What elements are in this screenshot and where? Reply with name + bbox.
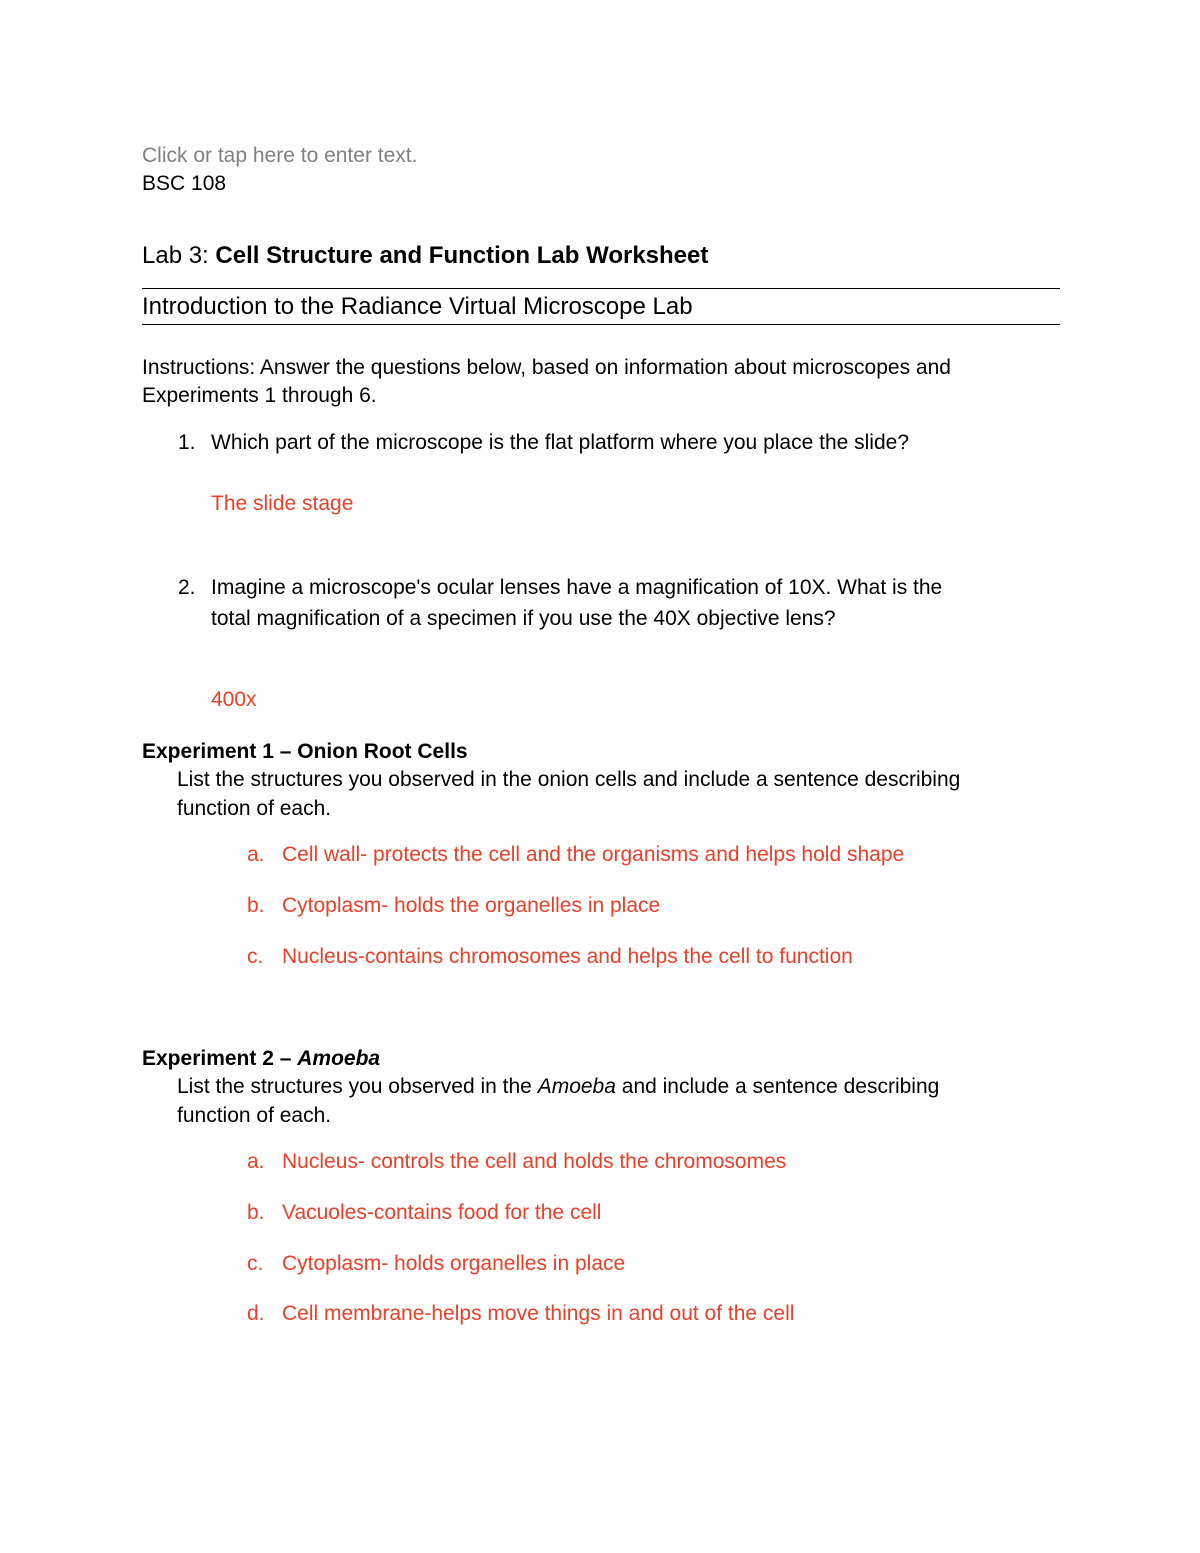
page-title [142,244,708,268]
experiment-heading-subject: Onion Root Cells [297,740,468,763]
title-rule [142,288,1060,289]
answer-item[interactable]: Cell wall- protects the cell and the organisms and helps hold shape [282,843,905,866]
question-text: Imagine a microscope's ocular lenses have a magnification of 10X. What is the [211,576,943,599]
prompt-organism: Amoeba [537,1075,616,1098]
experiment-heading [142,741,468,762]
answer-item[interactable]: Nucleus-contains chromosomes and helps the cell to function [282,945,853,968]
answer-item[interactable]: Cytoplasm- holds the organelles in place [282,894,661,917]
experiment-heading-prefix: Experiment 2 – [142,1047,292,1070]
answer-marker: b. [247,894,265,917]
answer-marker: c. [247,1252,264,1275]
experiment-prompt: function of each. [177,1104,332,1127]
answer-item[interactable]: Cytoplasm- holds organelles in place [282,1252,626,1275]
answer-marker: a. [247,843,265,866]
answer-item[interactable]: Vacuoles-contains food for the cell [282,1201,602,1224]
answer-marker: d. [247,1302,265,1325]
instructions-line-1: Instructions: Answer the questions below, based on information about microscopes and [142,356,951,379]
answer-marker: a. [247,1150,265,1173]
answer-item[interactable]: Nucleus- controls the cell and holds the chromosomes [282,1150,787,1173]
section-subtitle: Introduction to the Radiance Virtual Microscope Lab [142,293,693,320]
lab-number: Lab 3: [142,242,209,269]
lab-name: Cell Structure and Function Lab Worksheet [215,242,709,269]
prompt-text: and include a sentence describing [621,1075,940,1098]
experiment-prompt [177,1076,939,1097]
prompt-text: List the structures you observed in the [177,1075,532,1098]
experiment-prompt: function of each. [177,797,332,820]
experiment-heading-prefix: Experiment 1 – [142,740,292,763]
experiment-prompt: List the structures you observed in the onion cells and include a sentence describing [177,768,961,791]
question-number: 2. [178,576,196,599]
experiment-heading-subject: Amoeba [297,1047,381,1070]
answer-marker: c. [247,945,264,968]
course-code: BSC 108 [142,172,227,195]
name-placeholder-field[interactable]: Click or tap here to enter text. [142,144,418,167]
question-answer[interactable]: The slide stage [211,492,354,515]
subtitle-rule [142,324,1060,325]
answer-item[interactable]: Cell membrane-helps move things in and out of the cell [282,1302,795,1325]
experiment-heading [142,1048,380,1069]
question-number: 1. [178,431,196,454]
question-answer[interactable]: 400x [211,688,257,711]
question-text: Which part of the microscope is the flat platform where you place the slide? [211,431,910,454]
question-text: total magnification of a specimen if you use the 40X objective lens? [211,607,836,630]
answer-marker: b. [247,1201,265,1224]
instructions-line-2: Experiments 1 through 6. [142,384,377,407]
